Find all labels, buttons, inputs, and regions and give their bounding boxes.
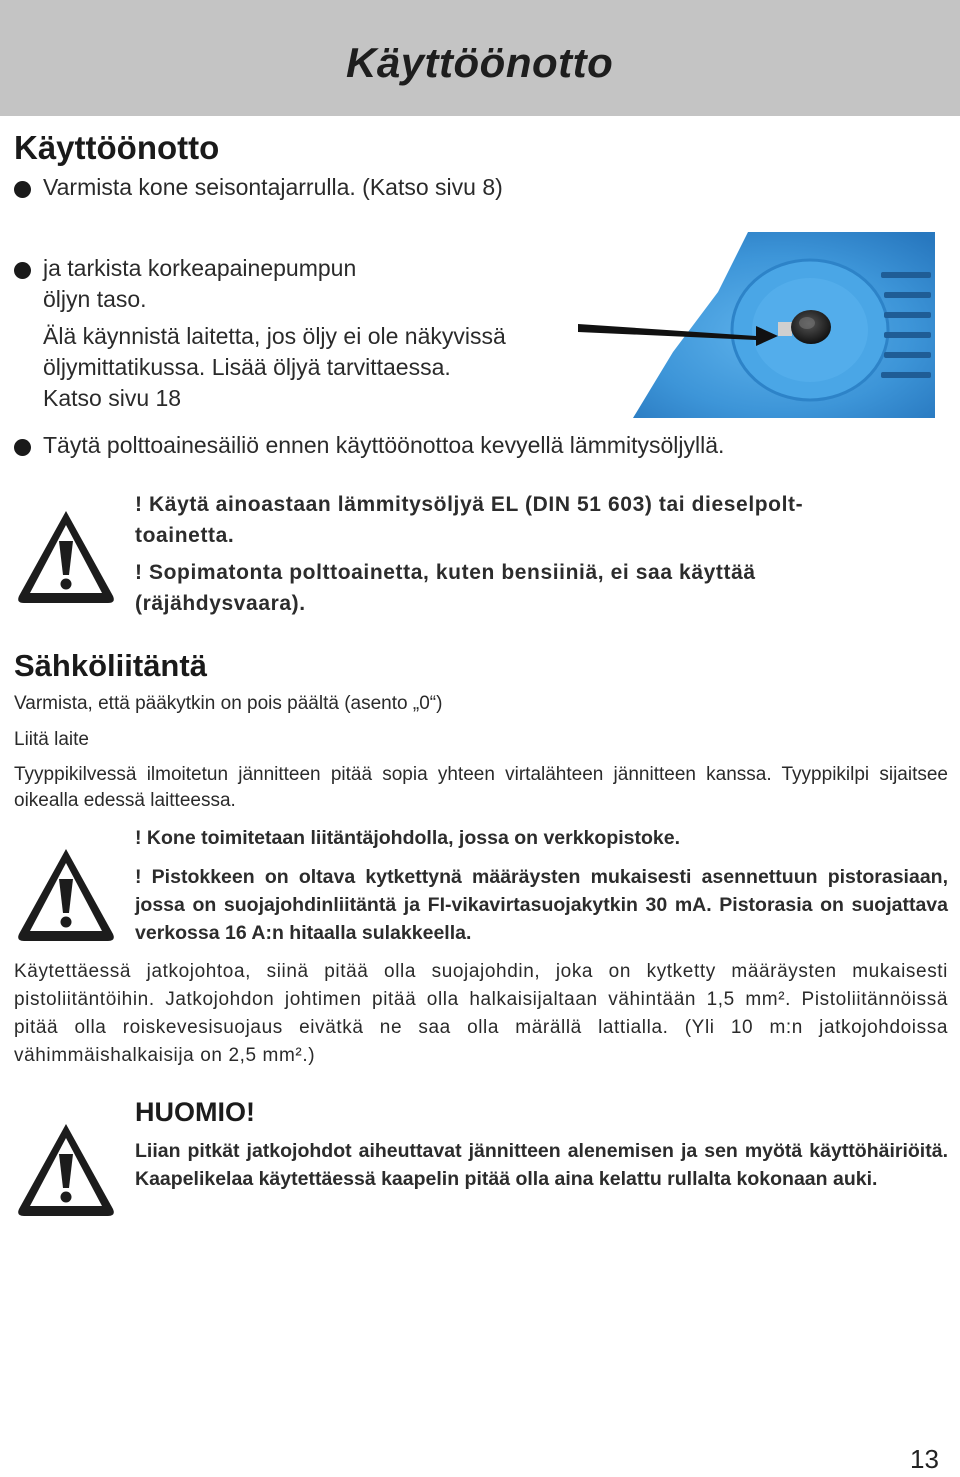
connect-device-instruction: Liitä laite: [14, 729, 89, 750]
oil-dipstick-photo: [578, 232, 935, 418]
section-heading-sahkoliitanta: Sähköliitäntä: [14, 648, 207, 683]
rating-plate-paragraph: Tyyppikilvessä ilmoitetun jännitteen pitää sopia yhteen virtalähteen jännitteen kanssa. Tyyppikilpi sijaitsee oikealla edessä laitteessa.: [14, 764, 948, 811]
instruction-oil-line-1: ja tarkista korkeapainepumpun: [43, 255, 357, 281]
chapter-title: Käyttöönotto: [346, 39, 614, 86]
fuel-warning-line-3: ! Sopimatonta polttoainetta, kuten bensiiniä, ei saa käyttää: [135, 561, 756, 584]
fuel-warning-line-2: toainetta.: [135, 524, 235, 547]
instruction-parking-brake: Varmista kone seisontajarrulla. (Katso sivu 8): [43, 174, 503, 200]
warning-triangle-icon: [14, 505, 118, 609]
notice-title: HUOMIO!: [135, 1097, 255, 1127]
instruction-oil-line-4: öljymittatikussa. Lisää öljyä tarvittaessa.: [43, 354, 451, 380]
instruction-oil-line-5: Katso sivu 18: [43, 385, 182, 411]
plug-supplied-warning: ! Kone toimitetaan liitäntäjohdolla, jossa on verkkopistoke.: [135, 827, 681, 849]
instruction-oil-line-2: öljyn taso.: [43, 286, 147, 312]
bullet-icon: [14, 439, 31, 456]
extension-cord-paragraph: Käytettäessä jatkojohtoa, siinä pitää olla suojajohdin, joka on kytketty määräysten mukaisesti pistoliitäntöihin. Jatkojohdon johtimen pitää olla halkaisijaltaan vähintään 1,5 mm². Pistoliitännöissä pitää olla roiskevesisuojaus eivätkä ne saa olla märällä lattialla. (Yli 10 m:n jatkojohdoissa vähimmäishalkaisija on 2,5 mm².): [14, 961, 948, 1066]
fuel-warning-line-1: ! Käytä ainoastaan lämmitysöljyä EL (DIN 51 603) tai dieselpolt-: [135, 493, 804, 516]
bullet-icon: [14, 262, 31, 279]
notice-text: Liian pitkät jatkojohdot aiheuttavat jännitteen alenemisen ja sen myötä käyttöhäiriöitä. Kaapelikelaa käytettäessä kaapelin pitää olla aina kelattu rullalta kokonaan auki.: [135, 1140, 948, 1190]
main-switch-instruction: Varmista, että pääkytkin on pois päältä (asento „0“): [14, 693, 443, 714]
instruction-fuel: Täytä polttoainesäiliö ennen käyttöönottoa kevyellä lämmitysöljyllä.: [43, 432, 725, 458]
section-heading-kayttoonotto: Käyttöönotto: [14, 129, 220, 166]
page-number: 13: [910, 1444, 939, 1474]
warning-triangle-icon: [14, 843, 118, 947]
bullet-icon: [14, 181, 31, 198]
socket-requirements-warning: ! Pistokkeen on oltava kytkettynä määräysten mukaisesti asennettuun pistorasiaan, jossa on suojajohdinliitäntä ja FI-vikavirtasuojakytkin 30 mA. Pistorasia on suojattava verkossa 16 A:n hitaalla sulakkeella.: [135, 866, 948, 944]
instruction-oil-line-3: Älä käynnistä laitetta, jos öljy ei ole näkyvissä: [43, 323, 506, 349]
warning-triangle-icon: [14, 1118, 118, 1222]
fuel-warning-line-4: (räjähdysvaara).: [135, 592, 306, 615]
